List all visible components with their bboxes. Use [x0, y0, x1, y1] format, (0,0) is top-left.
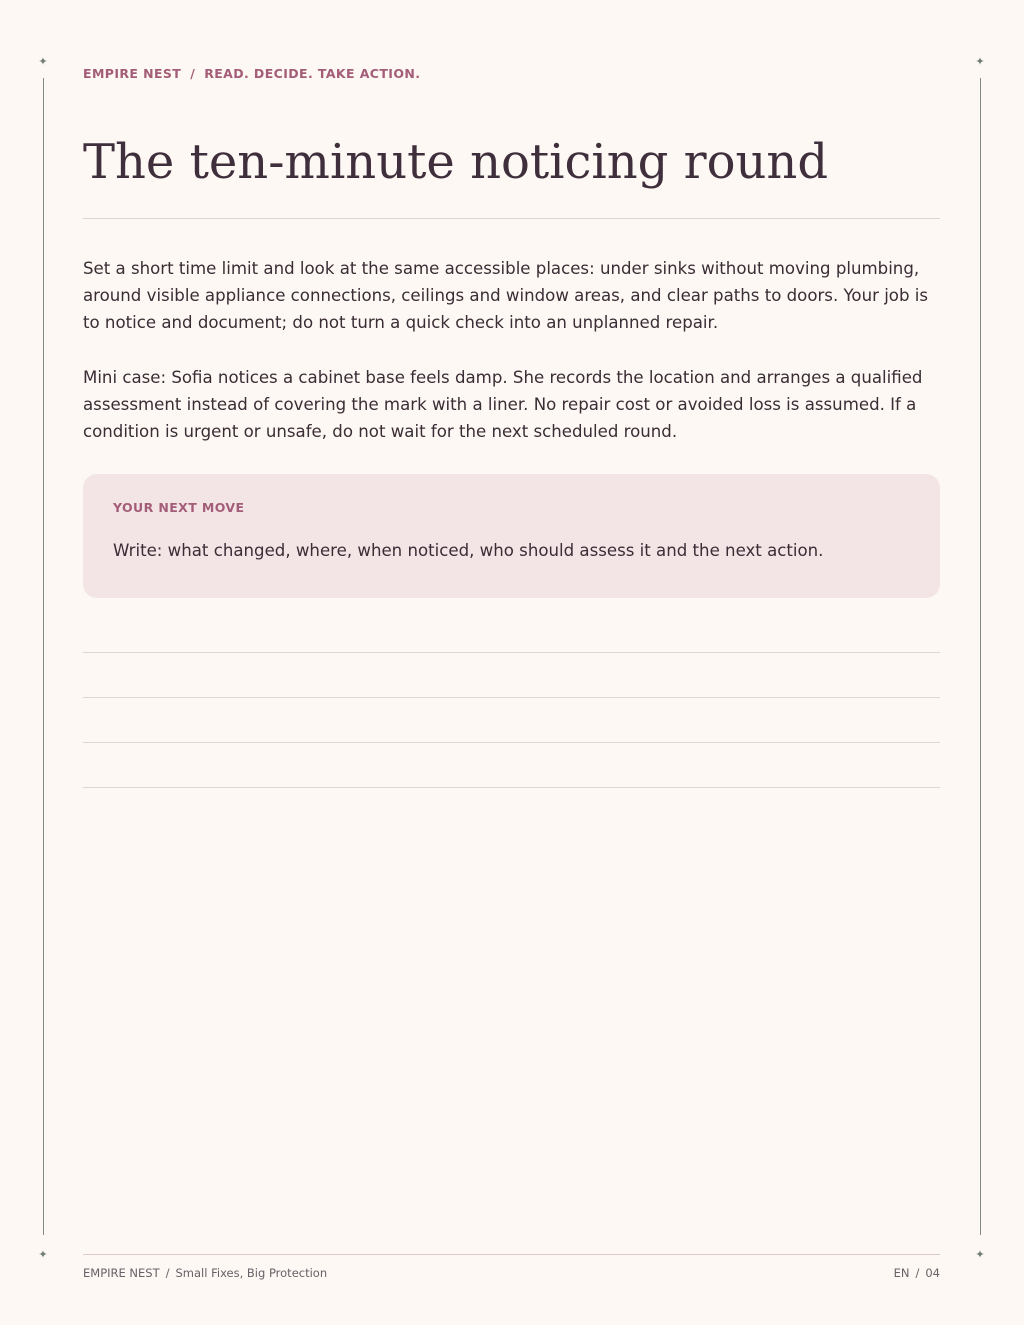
header-separator: /: [190, 66, 196, 81]
footer-book-title: Small Fixes, Big Protection: [175, 1266, 328, 1280]
corner-star-icon: ✦: [38, 1248, 48, 1261]
header-brand: EMPIRE NEST: [83, 66, 182, 81]
header-kicker: [83, 66, 420, 81]
corner-star-icon: ✦: [975, 1248, 985, 1261]
title-divider: [83, 218, 940, 219]
writing-line: [83, 787, 940, 788]
header-tagline: READ. DECIDE. TAKE ACTION.: [204, 66, 421, 81]
body-paragraph-2: Mini case: Sofia notices a cabinet base feels damp. She records the location and arranges a qualified assessment instead of covering the mark with a liner. No repair cost or avoided loss is assumed. If a condition is urgent or unsafe, do not wait for the next scheduled round.: [83, 368, 923, 441]
page-number: 04: [925, 1266, 940, 1280]
corner-star-icon: ✦: [975, 55, 985, 68]
footer-page-info: [894, 1266, 940, 1280]
callout-label: YOUR NEXT MOVE: [113, 500, 245, 515]
right-margin-rule: [980, 78, 981, 1235]
footer-divider: [83, 1254, 940, 1255]
footer-brand: EMPIRE NEST: [83, 1266, 160, 1280]
footer-separator: /: [915, 1266, 920, 1280]
next-move-callout: [83, 474, 940, 598]
left-margin-rule: [43, 78, 44, 1235]
body-paragraph-1: Set a short time limit and look at the same accessible places: under sinks without moving plumbing, around visible appliance connections, ceilings and window areas, and clear paths to doors. Your job is to notice and document; do not turn a quick check into an unplanned repair.: [83, 259, 929, 332]
footer-running-title: [83, 1266, 327, 1280]
writing-line: [83, 742, 940, 743]
page-title: The ten-minute noticing round: [83, 134, 829, 190]
callout-text: Write: what changed, where, when noticed, who should assess it and the next action.: [113, 541, 824, 560]
writing-line: [83, 652, 940, 653]
footer-language: EN: [893, 1266, 910, 1280]
footer-separator: /: [165, 1266, 170, 1280]
corner-star-icon: ✦: [38, 55, 48, 68]
writing-line: [83, 697, 940, 698]
